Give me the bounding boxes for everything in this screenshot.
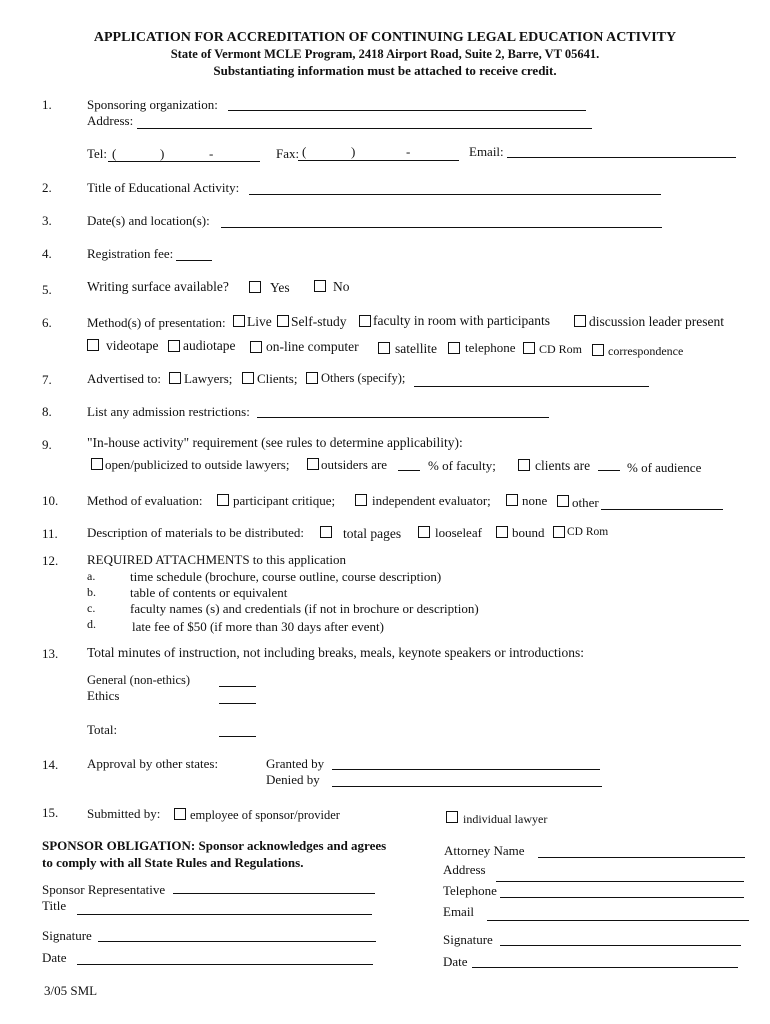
form-subtitle: State of Vermont MCLE Program, 2418 Airport Road, Suite 2, Barre, VT 05641.	[170, 47, 600, 61]
faculty-percent-label: % of faculty;	[428, 458, 496, 473]
employee-checkbox[interactable]	[174, 808, 186, 820]
clients-checkbox[interactable]	[242, 372, 254, 384]
form-title: APPLICATION FOR ACCREDITATION OF CONTINUING LEGAL EDUCATION ACTIVITY	[93, 30, 677, 45]
individual-lawyer-checkbox[interactable]	[446, 811, 458, 823]
total-pages-checkbox[interactable]	[320, 526, 332, 538]
other-field[interactable]	[601, 509, 723, 510]
sponsor-obligation-cont: to comply with all State Rules and Regulations.	[42, 855, 304, 870]
online-computer-label: on-line computer	[266, 339, 359, 354]
sponsor-obligation: SPONSOR OBLIGATION: Sponsor acknowledges and agrees	[42, 838, 387, 853]
item-number: 8.	[42, 404, 52, 419]
granted-by-label: Granted by	[266, 756, 325, 771]
participant-critique-label: participant critique;	[233, 493, 336, 508]
general-minutes-field[interactable]	[219, 686, 256, 687]
ethics-minutes-field[interactable]	[219, 703, 256, 704]
attachment-letter: a.	[87, 569, 96, 583]
attorney-telephone-field[interactable]	[500, 897, 744, 898]
independent-evaluator-label: independent evaluator;	[372, 493, 491, 508]
audience-percent-label: % of audience	[627, 460, 702, 475]
clients-are-label: clients are	[535, 458, 591, 473]
activity-title-label: Title of Educational Activity:	[87, 180, 240, 195]
telephone-label: telephone	[465, 340, 516, 355]
open-publicized-label: open/publicized to outside lawyers;	[105, 457, 290, 472]
writing-surface-label: Writing surface available?	[87, 279, 229, 294]
fax-paren-open: (	[302, 144, 307, 159]
required-attachments-label: REQUIRED ATTACHMENTS to this application	[87, 552, 346, 567]
submitted-by-label: Submitted by:	[87, 806, 161, 821]
faculty-in-room-label: faculty in room with participants	[373, 313, 550, 328]
attorney-address-field[interactable]	[496, 881, 744, 882]
ethics-label: Ethics	[87, 688, 120, 703]
attachment-text: time schedule (brochure, course outline, course description)	[130, 569, 442, 584]
discussion-leader-checkbox[interactable]	[574, 315, 586, 327]
item-number: 12.	[42, 553, 59, 568]
writing-surface-yes-checkbox[interactable]	[249, 281, 261, 293]
activity-title-field[interactable]	[249, 194, 661, 195]
outsiders-checkbox[interactable]	[307, 458, 319, 470]
lawyers-checkbox[interactable]	[169, 372, 181, 384]
tel-paren-close: )	[160, 146, 165, 161]
videotape-checkbox[interactable]	[87, 339, 99, 351]
sponsor-signature-field[interactable]	[98, 941, 376, 942]
discussion-leader-label: discussion leader present	[589, 314, 724, 329]
writing-surface-yes-label: Yes	[270, 280, 290, 295]
registration-fee-label: Registration fee:	[87, 246, 174, 261]
attorney-email-label: Email	[443, 904, 475, 919]
minutes-label: Total minutes of instruction, not including breaks, meals, keynote speakers or introductions:	[87, 645, 584, 660]
none-checkbox[interactable]	[506, 494, 518, 506]
self-study-label: Self-study	[291, 314, 347, 329]
online-computer-checkbox[interactable]	[250, 341, 262, 353]
sponsor-date-field[interactable]	[77, 964, 373, 965]
self-study-checkbox[interactable]	[277, 315, 289, 327]
address-field[interactable]	[137, 128, 592, 129]
approval-label: Approval by other states:	[87, 756, 219, 771]
sponsoring-org-field[interactable]	[228, 110, 586, 111]
item-number: 1.	[42, 97, 52, 112]
form-footer: 3/05 SML	[44, 983, 98, 998]
bound-checkbox[interactable]	[496, 526, 508, 538]
correspondence-label: correspondence	[608, 344, 684, 358]
registration-fee-field[interactable]	[176, 260, 212, 261]
total-label: Total:	[87, 722, 118, 737]
total-pages-label: total pages	[343, 526, 402, 541]
independent-evaluator-checkbox[interactable]	[355, 494, 367, 506]
clients-percent-field[interactable]	[598, 470, 620, 471]
outsiders-label: outsiders are	[321, 457, 388, 472]
fax-label: Fax:	[276, 146, 300, 161]
materials-cd-rom-label: CD Rom	[567, 526, 609, 538]
clients-label: Clients;	[257, 371, 298, 386]
advertised-label: Advertised to:	[87, 371, 162, 386]
tel-paren-open: (	[112, 146, 117, 161]
participant-critique-checkbox[interactable]	[217, 494, 229, 506]
item-number: 10.	[42, 493, 59, 508]
fax-field[interactable]	[298, 160, 459, 161]
dates-locations-field[interactable]	[221, 227, 662, 228]
sponsor-title-label: Title	[42, 898, 67, 913]
attorney-name-label: Attorney Name	[444, 843, 525, 858]
live-label: Live	[247, 314, 272, 329]
cd-rom-checkbox[interactable]	[523, 342, 535, 354]
general-label: General (non-ethics)	[87, 673, 191, 687]
item-number: 4.	[42, 246, 52, 261]
item-number: 15.	[42, 805, 59, 820]
open-publicized-checkbox[interactable]	[91, 458, 103, 470]
email-field[interactable]	[507, 157, 736, 158]
materials-label: Description of materials to be distributed:	[87, 525, 304, 540]
attorney-address-label: Address	[443, 862, 486, 877]
form-note: Substantiating information must be attached to receive credit.	[213, 63, 557, 78]
attorney-date-field[interactable]	[472, 967, 738, 968]
looseleaf-label: looseleaf	[435, 525, 482, 540]
tel-dash: -	[209, 146, 214, 161]
attachment-letter: c.	[87, 601, 96, 615]
individual-lawyer-label: individual lawyer	[463, 812, 548, 826]
audiotape-checkbox[interactable]	[168, 340, 180, 352]
sponsor-rep-label: Sponsor Representative	[42, 882, 166, 897]
attorney-telephone-label: Telephone	[443, 883, 497, 898]
others-checkbox[interactable]	[306, 372, 318, 384]
granted-by-field[interactable]	[332, 769, 600, 770]
address-label: Address:	[87, 113, 134, 128]
tel-label: Tel:	[87, 146, 108, 161]
presentation-method-label: Method(s) of presentation:	[87, 315, 226, 330]
tel-field[interactable]	[108, 161, 260, 162]
item-number: 9.	[42, 437, 52, 452]
evaluation-method-label: Method of evaluation:	[87, 493, 203, 508]
item-number: 14.	[42, 757, 59, 772]
item-number: 5.	[42, 282, 52, 297]
attachment-text: table of contents or equivalent	[130, 585, 288, 600]
lawyers-label: Lawyers;	[184, 371, 233, 386]
admission-restrictions-field[interactable]	[257, 417, 549, 418]
attachment-letter: d.	[87, 617, 96, 631]
satellite-checkbox[interactable]	[378, 342, 390, 354]
sponsor-title-field[interactable]	[77, 914, 372, 915]
item-number: 3.	[42, 213, 52, 228]
outsiders-percent-field[interactable]	[398, 470, 420, 471]
attachment-letter: b.	[87, 585, 96, 599]
item-number: 6.	[42, 315, 52, 330]
materials-cd-rom-checkbox[interactable]	[553, 526, 565, 538]
attorney-signature-label: Signature	[443, 932, 493, 947]
live-checkbox[interactable]	[233, 315, 245, 327]
others-label: Others (specify);	[321, 371, 406, 385]
satellite-label: satellite	[395, 341, 437, 356]
attorney-date-label: Date	[443, 954, 468, 969]
fax-dash: -	[406, 144, 411, 159]
in-house-label: "In-house activity" requirement (see rules to determine applicability):	[87, 435, 463, 450]
correspondence-checkbox[interactable]	[592, 344, 604, 356]
email-label: Email:	[469, 144, 504, 159]
denied-by-label: Denied by	[266, 772, 320, 787]
sponsor-date-label: Date	[42, 950, 67, 965]
bound-label: bound	[512, 525, 545, 540]
sponsor-signature-label: Signature	[42, 928, 92, 943]
item-number: 7.	[42, 372, 52, 387]
item-number: 13.	[42, 646, 59, 661]
admission-restrictions-label: List any admission restrictions:	[87, 404, 250, 419]
fax-paren-close: )	[351, 144, 356, 159]
none-label: none	[522, 493, 548, 508]
attachment-text: faculty names (s) and credentials (if not in brochure or description)	[130, 601, 479, 616]
sponsoring-org-label: Sponsoring organization:	[87, 97, 218, 112]
writing-surface-no-label: No	[333, 279, 350, 294]
dates-locations-label: Date(s) and location(s):	[87, 213, 210, 228]
telephone-checkbox[interactable]	[448, 342, 460, 354]
attorney-signature-field[interactable]	[500, 945, 741, 946]
cd-rom-label: CD Rom	[539, 342, 583, 356]
audiotape-label: audiotape	[183, 338, 236, 353]
other-label: other	[572, 495, 599, 510]
item-number: 2.	[42, 180, 52, 195]
other-checkbox[interactable]	[557, 495, 569, 507]
employee-label: employee of sponsor/provider	[190, 808, 340, 822]
others-specify-field[interactable]	[414, 386, 649, 387]
looseleaf-checkbox[interactable]	[418, 526, 430, 538]
denied-by-field[interactable]	[332, 786, 602, 787]
attorney-name-field[interactable]	[538, 857, 745, 858]
attachment-text: late fee of $50 (if more than 30 days after event)	[132, 619, 384, 634]
total-minutes-field[interactable]	[219, 736, 256, 737]
sponsor-rep-field[interactable]	[173, 893, 375, 894]
faculty-in-room-checkbox[interactable]	[359, 315, 371, 327]
writing-surface-no-checkbox[interactable]	[314, 280, 326, 292]
attorney-email-field[interactable]	[487, 920, 749, 921]
item-number: 11.	[42, 526, 58, 541]
clients-are-checkbox[interactable]	[518, 459, 530, 471]
videotape-label: videotape	[106, 338, 159, 353]
